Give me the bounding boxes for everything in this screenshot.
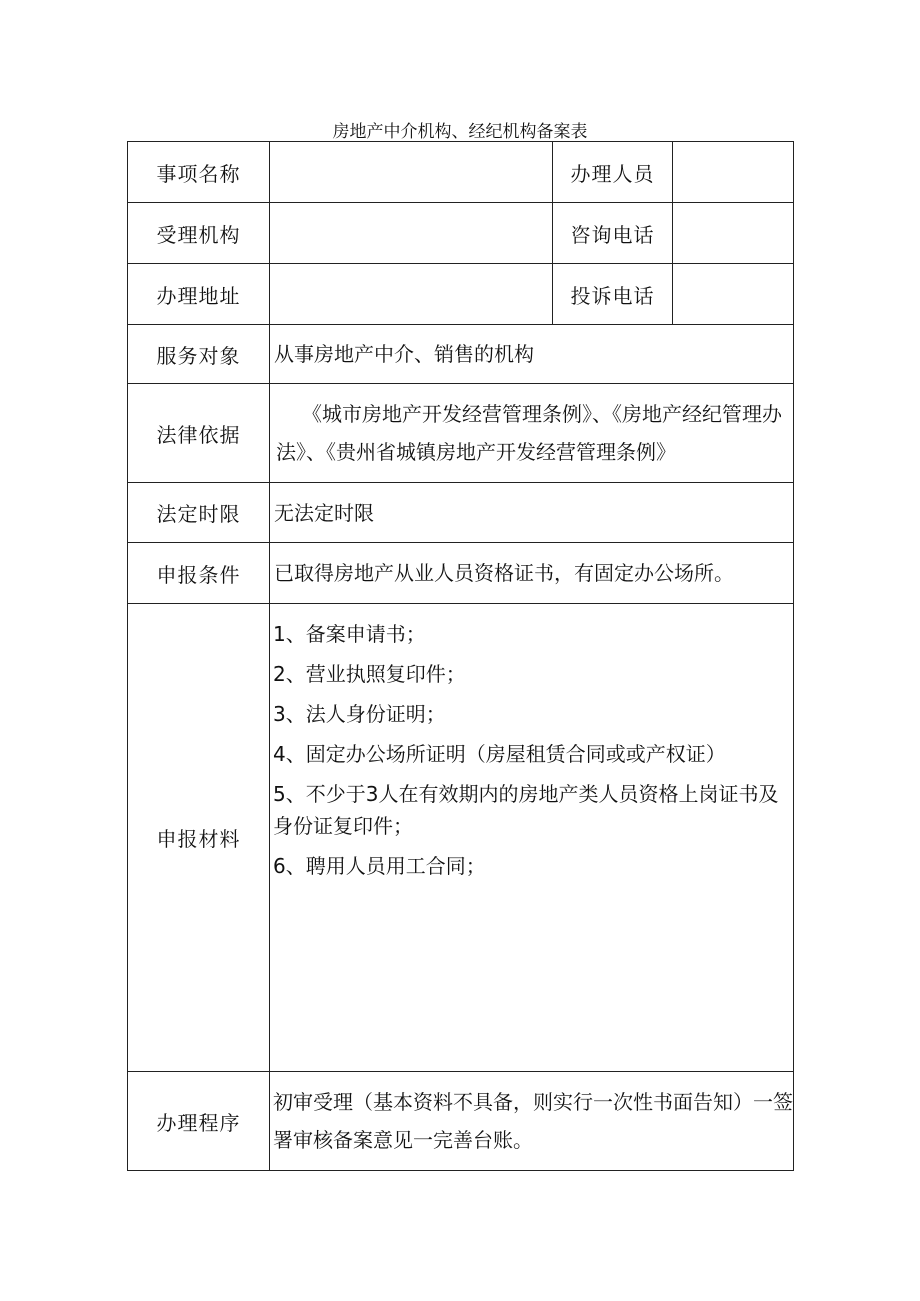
label-materials: 申报材料 [128, 604, 270, 1072]
label-address: 办理地址 [128, 264, 270, 325]
procedure-value: 初审受理（基本资料不具备，则实行一次性书面告知）一签署审核备案意见一完善台账。 [270, 1072, 794, 1171]
agency-field[interactable] [270, 203, 553, 264]
row-agency [128, 203, 794, 264]
conditions-value: 已取得房地产从业人员资格证书，有固定办公场所。 [270, 543, 794, 604]
time-limit-value: 无法定时限 [270, 483, 794, 543]
label-time-limit: 法定时限 [128, 483, 270, 543]
label-conditions: 申报条件 [128, 543, 270, 604]
handler-field[interactable] [673, 142, 794, 203]
row-address [128, 264, 794, 325]
complaint-phone-field[interactable] [673, 264, 794, 325]
item-name-field[interactable] [270, 142, 553, 203]
address-field[interactable] [270, 264, 553, 325]
label-item-name: 事项名称 [128, 142, 270, 203]
row-materials [128, 604, 794, 1072]
material-item: 1、备案申请书； [273, 622, 426, 646]
label-handler: 办理人员 [553, 142, 673, 203]
row-procedure [128, 1072, 794, 1171]
legal-basis-value: 《城市房地产开发经营管理条例》、《房地产经纪管理办法》、《贵州省城镇房地产开发经营管理条例》 [270, 384, 794, 483]
label-consult-phone: 咨询电话 [553, 203, 673, 264]
material-item: 5、不少于3人在有效期内的房地产类人员资格上岗证书及身份证复印件； [273, 782, 779, 838]
row-item-name [128, 142, 794, 203]
service-target-value: 从事房地产中介、销售的机构 [270, 325, 794, 384]
material-item: 3、法人身份证明； [273, 702, 446, 726]
row-service-target [128, 325, 794, 384]
label-agency: 受理机构 [128, 203, 270, 264]
materials-list [270, 604, 794, 1072]
material-item: 4、固定办公场所证明（房屋租赁合同或或产权证） [273, 742, 726, 766]
filing-form-table [127, 141, 794, 1171]
row-conditions [128, 543, 794, 604]
document-title: 房地产中介机构、经纪机构备案表 [332, 122, 588, 142]
label-procedure: 办理程序 [128, 1072, 270, 1171]
consult-phone-field[interactable] [673, 203, 794, 264]
row-time-limit [128, 483, 794, 543]
material-item: 2、营业执照复印件； [273, 662, 466, 686]
label-complaint-phone: 投诉电话 [553, 264, 673, 325]
label-service-target: 服务对象 [128, 325, 270, 384]
label-legal-basis: 法律依据 [128, 384, 270, 483]
row-legal-basis [128, 384, 794, 483]
material-item: 6、聘用人员用工合同； [273, 854, 486, 878]
